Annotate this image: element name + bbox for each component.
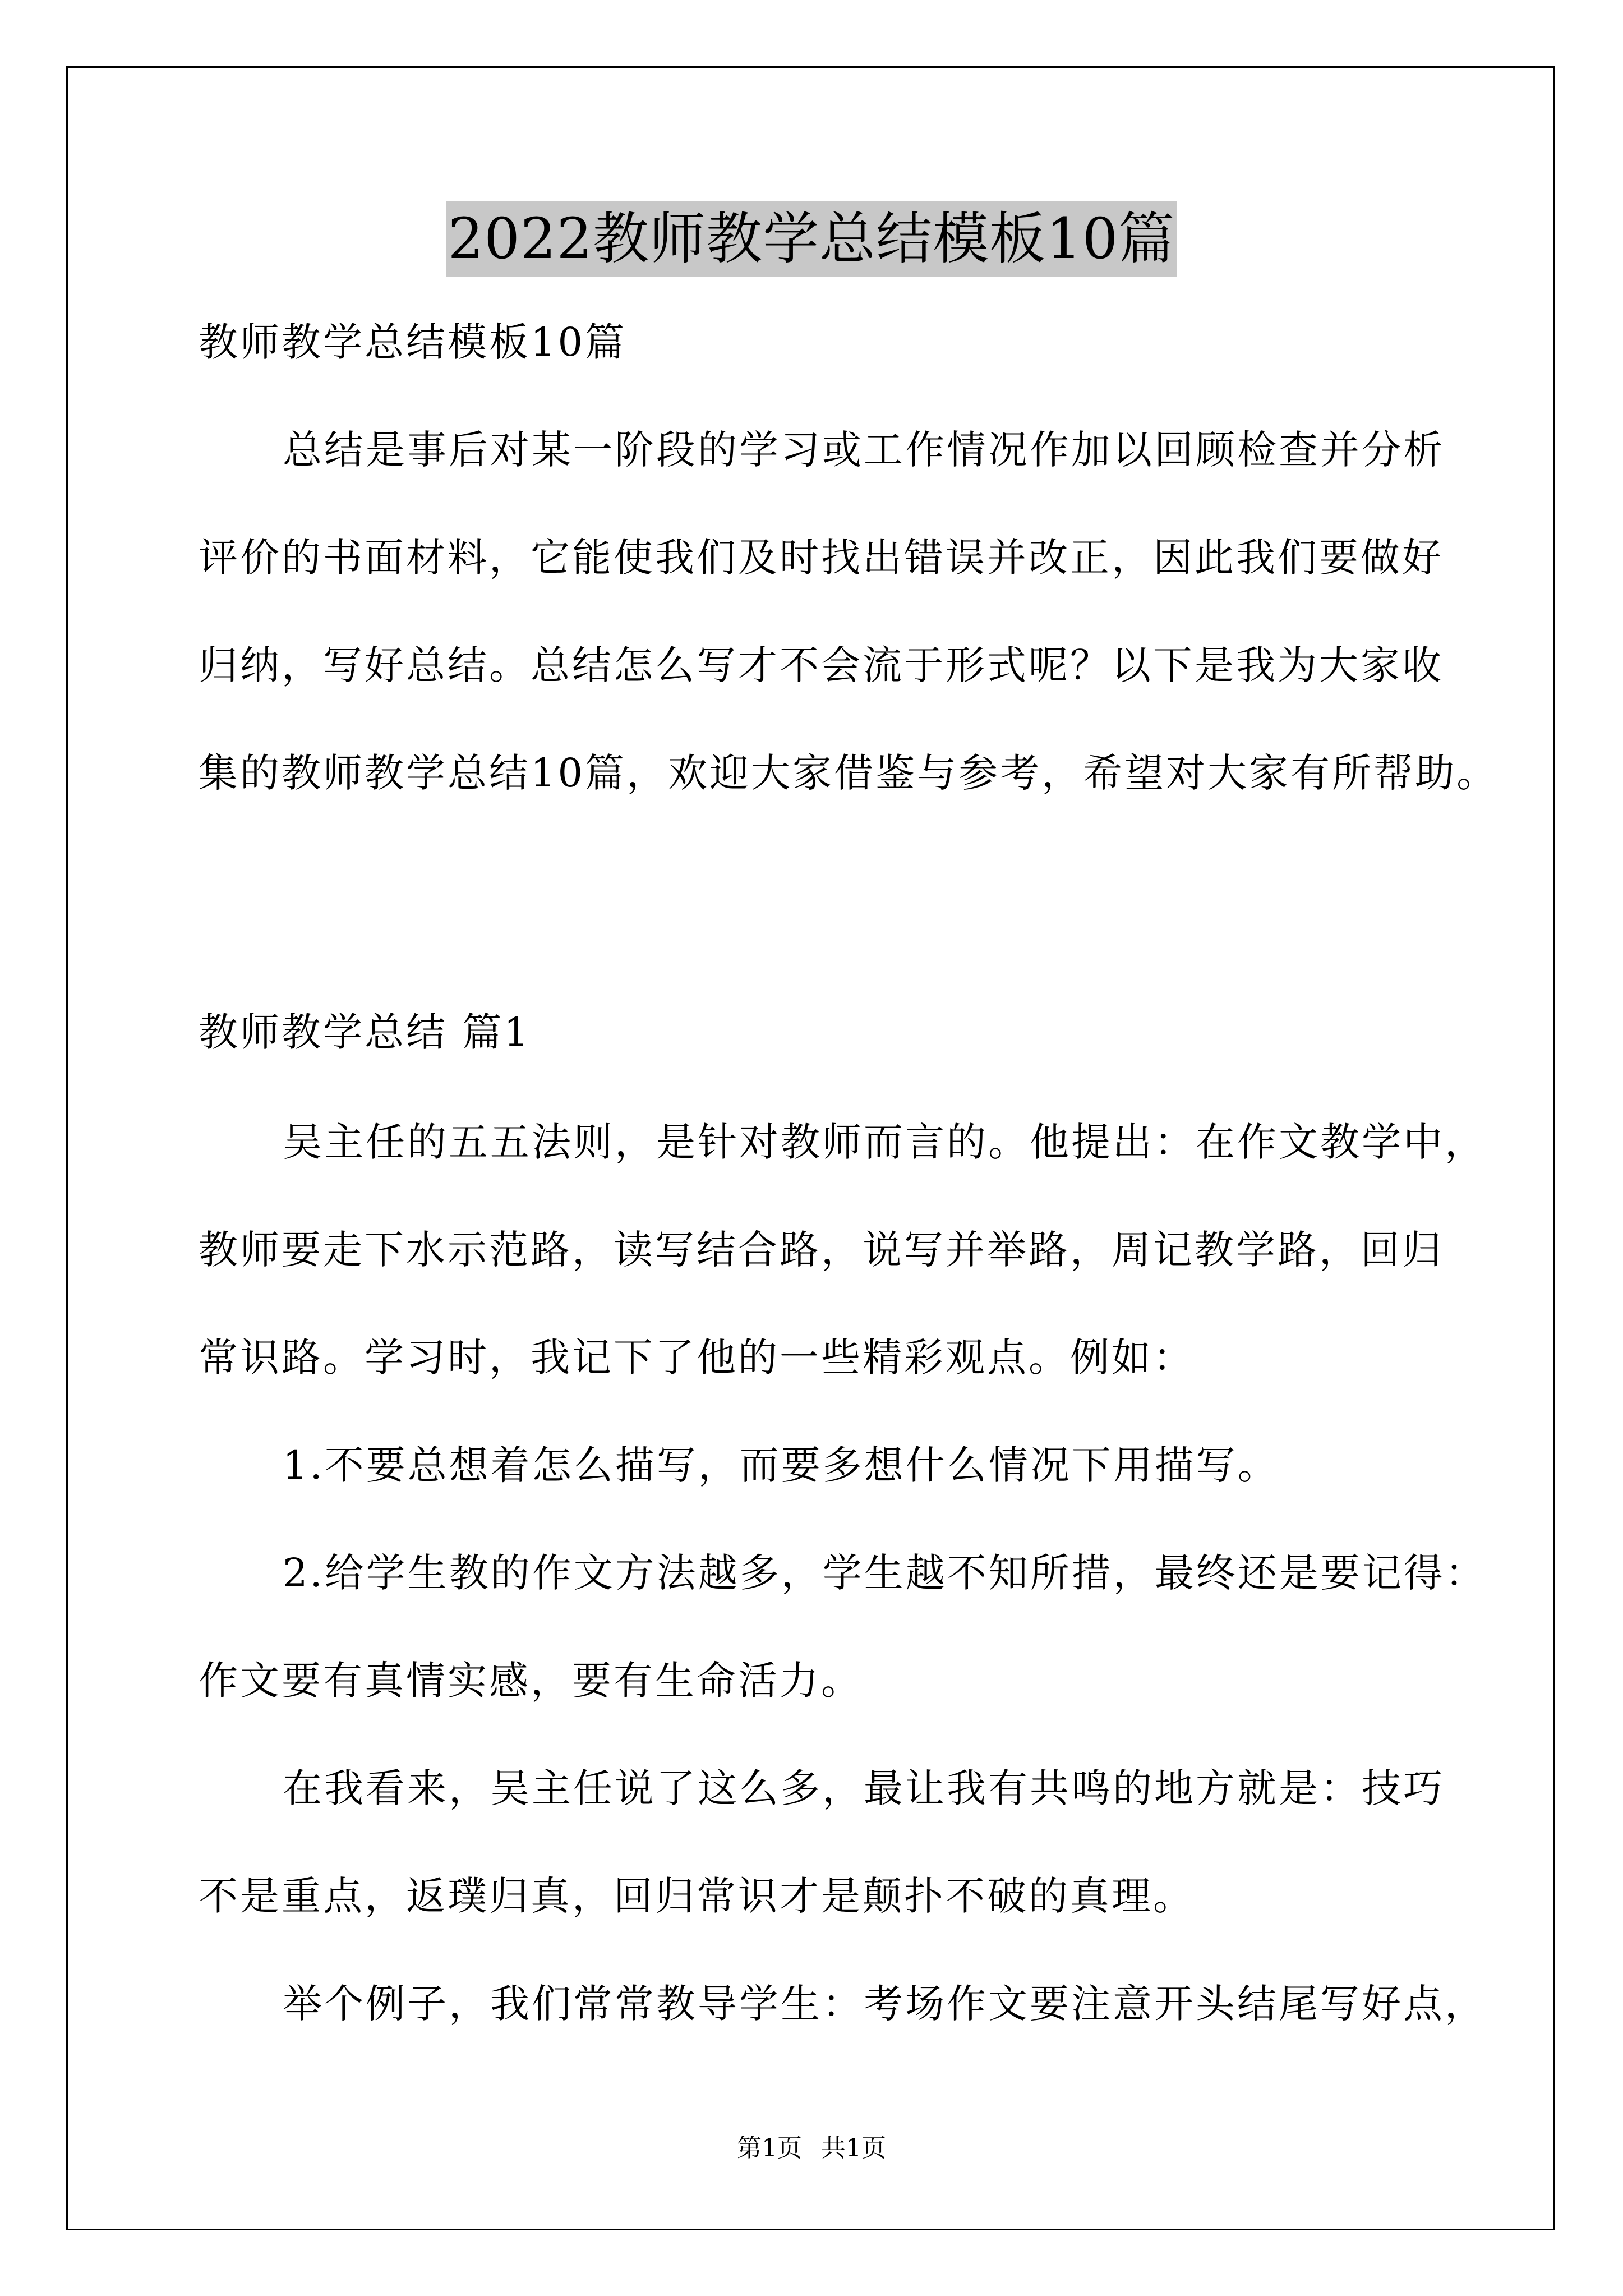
intro-line-1: 总结是事后对某一阶段的学习或工作情况作加以回顾检查并分析 xyxy=(283,427,1445,473)
page-number-total: 共1页 xyxy=(821,2134,886,2162)
page-footer xyxy=(0,2132,1623,2165)
intro-line-4: 集的教师教学总结10篇，欢迎大家借鉴与参考，希望对大家有所帮助。 xyxy=(199,750,1498,796)
title-container xyxy=(0,201,1623,277)
section-line-6: 作文要有真情实感，要有生命活力。 xyxy=(199,1658,863,1704)
intro-line-3: 归纳，写好总结。总结怎么写才不会流于形式呢？以下是我为大家收 xyxy=(199,642,1444,688)
section-line-8: 不是重点，返璞归真，回归常识才是颠扑不破的真理。 xyxy=(199,1873,1195,1919)
section-line-1: 吴主任的五五法则，是针对教师而言的。他提出：在作文教学中， xyxy=(283,1119,1486,1165)
page-number-current: 第1页 xyxy=(737,2134,802,2162)
subtitle: 教师教学总结模板10篇 xyxy=(199,319,627,365)
section-line-3: 常识路。学习时，我记下了他的一些精彩观点。例如： xyxy=(199,1335,1195,1381)
section-line-5: 2.给学生教的作文方法越多，学生越不知所措，最终还是要记得： xyxy=(283,1550,1487,1596)
section-line-9: 举个例子，我们常常教导学生：考场作文要注意开头结尾写好点， xyxy=(283,1981,1486,2027)
section-heading: 教师教学总结 篇1 xyxy=(199,1009,531,1055)
intro-line-2: 评价的书面材料，它能使我们及时找出错误并改正，因此我们要做好 xyxy=(199,535,1444,581)
section-line-2: 教师要走下水示范路，读写结合路，说写并举路，周记教学路，回归 xyxy=(199,1227,1444,1273)
document-title: 2022教师教学总结模板10篇 xyxy=(446,201,1178,277)
section-line-7: 在我看来，吴主任说了这么多，最让我有共鸣的地方就是：技巧 xyxy=(283,1765,1445,1811)
section-line-4: 1.不要总想着怎么描写，而要多想什么情况下用描写。 xyxy=(283,1442,1279,1488)
